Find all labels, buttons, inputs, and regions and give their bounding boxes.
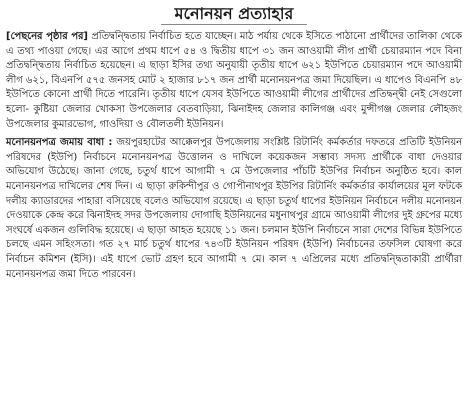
- paragraph-nomination-obstruction: [6, 136, 462, 282]
- subheading-lead: মনোনয়নপত্র জমায় বাধা :: [6, 137, 113, 149]
- headline: মনোনয়ন প্রত্যাহার: [161, 4, 308, 25]
- paragraph-body: জয়পুরহাটের আক্কেলপুর উপজেলায় সংশ্লিষ্ট রিটার্নিং কর্মকর্তার দফতরে প্রতিটি ইউনিয়ন পরিষদের (ইউপি) নির্বাচনে মনোনয়নপত্র উত্তোলন ও দাখিলে কয়েকজন সম্ভাব্য সদস্য প্রার্থীকে বাধা দেওয়ার অভিযোগ উঠেছে। জানা গেছে, চতুর্থ ধাপে আগামী ৭ মে উপজেলার পাঁচটি ইউপির নির্বাচন অনুষ্ঠিত হবে। কাল মনোনয়নপত্র দাখিলের শেষ দিন। এ ছাড়া রুকিন্দীপুর ও গোপীনাথপুর ইউপির রিটার্নিং কর্মকর্তার কার্যালয়ের মূল ফটকে দলীয় ক্যাডারদের পাহারা বসিয়েছে বলেও অভিযোগ রয়েছে। এ ছাড়া চতুর্থ ধাপের ইউনিয়ন নির্বাচনে দলীয় মনোনয়ন দেওয়াকে কেন্দ্র করে ঝিনাইদহ সদর উপজেলায় দোগাছি ইউনিয়নের মধুনাথপুর গ্রামে আওয়ামী লীগের দুই গ্রুপের মধ্যে সংঘর্ষে একজন গুলিবিদ্ধ হয়েছে। এ ছাড়া আহত হয়েছে ১১ জন। চলমান ইউপি নির্বাচনে সারা দেশের বিভিন্ন ইউপিতে চলছে এমন সহিংসতা। গত ২৭ মার্চ চতুর্থ ধাপের ৭৪৩টি ইউনিয়ন পরিষদ (ইউপি) নির্বাচনের তফসিল ঘোষণা করে নির্বাচন কমিশন (ইসি)। এই ধাপে ভোট গ্রহণ হবে আগামী ৭ মে। কাল ৭ এপ্রিলের মধ্যে প্রতিদ্বন্দ্বিতাকারী প্রার্থীরা মনোনয়নপত্র জমা দিতে পারবেন।: [6, 137, 462, 280]
- headline-container: [6, 4, 462, 26]
- paragraph-continuation: [6, 30, 462, 132]
- paragraph-body: প্রতিদ্বন্দ্বিতায় নির্বাচিত হতে যাচ্ছেন। মাঠ পর্যায় থেকে ইসিতে পাঠানো প্রার্থীদের তালিকা থেকে এ তথ্য পাওয়া গেছে। এর আগে প্রথম ধাপে ৫৪ ও দ্বিতীয় ধাপে ৩১ জন আওয়ামী লীগ প্রার্থী চেয়ারম্যান পদে বিনা প্রতিদ্বন্দ্বিতায় নির্বাচিত হয়েছেন। এ ছাড়া ইসির তথ্য অনুযায়ী তৃতীয় ধাপে ৬২১ ইউপিতে চেয়ারম্যান পদে আওয়ামী লীগ ৬২১, বিএনপি ৫৭৫ জনসহ মোট ২ হাজার ৮১৭ জন প্রার্থী মনোনয়নপত্র জমা দিয়েছিল। এ ধাপেও বিএনপি ৪৮ ইউপিতে কোনো প্রার্থী দিতে পারেনি। তৃতীয় ধাপে যেসব ইউপিতে আওয়ামী লীগের প্রার্থীদের প্রতিদ্বন্দ্বী নেই সেগুলো হলো- কুষ্টিয়া জেলার খোকসা উপজেলার বেতবাড়িয়া, ঝিনাইদহ জেলার কালিগঞ্জ এবং মুন্সীগঞ্জ জেলার লৌহজং উপজেলার কুমারভোগ, গাওদিয়া ও বৌলতলী ইউনিয়ন।: [6, 31, 462, 130]
- continuation-tag: [পেছনের পৃষ্ঠার পর]: [6, 31, 88, 42]
